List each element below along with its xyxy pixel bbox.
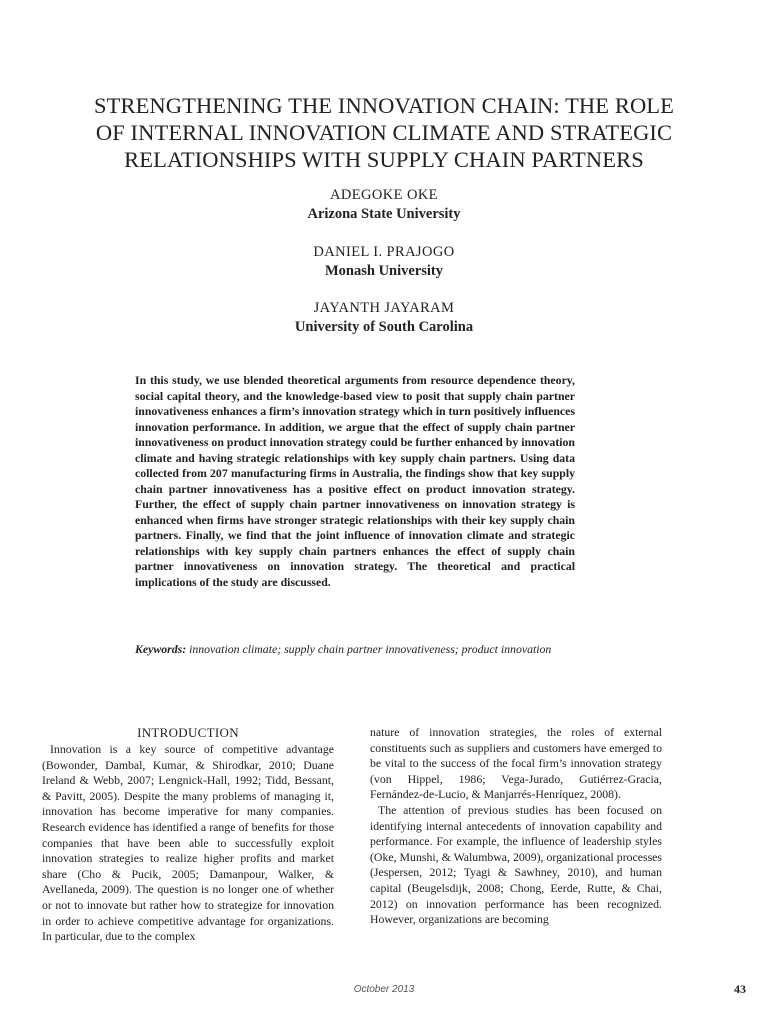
title-line: STRENGTHENING THE INNOVATION CHAIN: THE ROLE (94, 93, 674, 118)
author-name: JAYANTH JAYARAM (313, 300, 455, 316)
title-line: OF INTERNAL INNOVATION CLIMATE AND STRATEGIC (95, 120, 673, 145)
keywords (135, 642, 575, 658)
author-affiliation: University of South Carolina (294, 319, 474, 335)
author-affiliation: Monash University (324, 263, 444, 279)
author-block (0, 186, 768, 224)
body-paragraph: The attention of previous studies has been focused on identifying internal antecedents of innovation capability and performance. For example, the influence of leadership styles (Oke, Munshi, & Walumbwa, 2009), organizational processes (Jespersen, 2012; Tyagi & Sawhney, 2010), and human capital (Beugelsdijk, 2008; Chong, Eerde, Rutte, & Chai, 2012) on innovation performance has been recognized. However, organizations are becoming (370, 802, 662, 927)
page-number: 43 (734, 982, 746, 996)
author-block (0, 243, 768, 281)
paper-title (40, 92, 728, 173)
right-column (370, 725, 662, 928)
body-paragraph: nature of innovation strategies, the roles of external constituents such as suppliers and customers have emerged to be vital to the success of the focal firm’s innovation strategy (von Hippel, 1986; Vega-Jurado, Gutiérrez-Gracia, Fernández-de-Lucio, & Manjarrés-Henríquez, 2008). (370, 725, 662, 802)
author-name: ADEGOKE OKE (330, 187, 438, 203)
author-block (0, 299, 768, 337)
section-heading: INTRODUCTION (137, 725, 239, 740)
author-affiliation: Arizona State University (307, 206, 461, 222)
author-name: DANIEL I. PRAJOGO (313, 244, 455, 260)
footer-date: October 2013 (353, 984, 415, 995)
keywords-label: Keywords: (135, 642, 187, 656)
title-line: RELATIONSHIPS WITH SUPPLY CHAIN PARTNERS (124, 147, 644, 172)
left-column (42, 725, 334, 945)
body-paragraph: Innovation is a key source of competitive advantage (Bowonder, Dambal, Kumar, & Shirodkar, 2010; Duane Ireland & Webb, 2007; Lengnick-Hall, 1992; Tidd, Bessant, & Pavitt, 2005). Despite the many problems of managing it, innovation has become imperative for many companies. Research evidence has identified a range of benefits for those companies that have been able to successfully exploit innovation strategies to realize higher profits and market share (Cho & Pucik, 2005; Damanpour, Walker, & Avellaneda, 2009). The question is no longer one of whether or not to innovate but rather how to strategize for innovation in order to achieve competitive advantage for organizations. In particular, due to the complex (42, 742, 334, 944)
keywords-text: innovation climate; supply chain partner innovativeness; product innovation (189, 642, 552, 656)
abstract: In this study, we use blended theoretical arguments from resource dependence theory, social capital theory, and the knowledge-based view to posit that supply chain partner innovativeness enhances a firm’s innovation strategy which in turn positively influences innovation performance. In addition, we argue that the effect of supply chain partner innovativeness on product innovation strategy could be further enhanced by innovation climate and having strategic relationships with key supply chain partners. Using data collected from 207 manufacturing firms in Australia, the findings show that key supply chain partner innovativeness has a positive effect on product innovation strategy. Further, the effect of supply chain partner innovativeness on innovation strategy is enhanced when firms have stronger strategic relationships with their key supply chain partners. Finally, we find that the joint influence of innovation climate and strategic relationships with key supply chain partners enhances the effect of supply chain partner innovativeness on innovation strategy. The theoretical and practical implications of the study are discussed. (135, 373, 575, 589)
